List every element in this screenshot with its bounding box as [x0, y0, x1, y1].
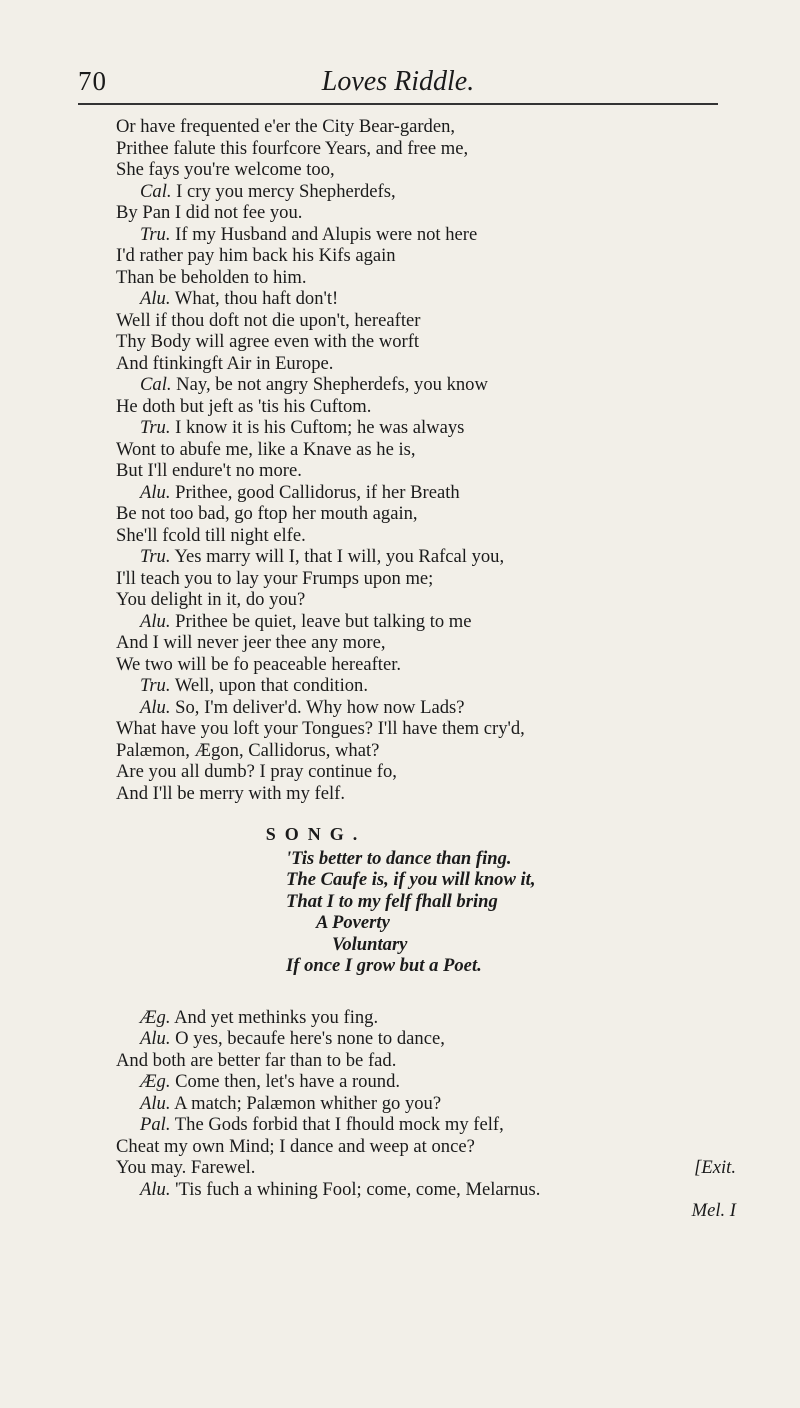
speaker-name: Tru.: [140, 546, 171, 567]
text-line: [116, 546, 736, 568]
song-line: That I to my felf fhall bring: [286, 890, 498, 912]
line-text: A match; Palæmon whither go you?: [174, 1092, 442, 1114]
line-text: Well if thou doft not die upon't, hereafter: [116, 309, 421, 331]
text-line: [116, 1007, 736, 1029]
line-text: I'll teach you to lay your Frumps upon me;: [116, 567, 434, 589]
line-text: Are you all dumb? I pray continue fo,: [116, 761, 397, 782]
text-line: [116, 202, 736, 224]
line-text: And both are better far than to be fad.: [116, 1049, 397, 1071]
text-line: [116, 138, 736, 160]
text-line: [116, 267, 736, 289]
line-text: The Gods forbid that I fhould mock my felf,: [174, 1114, 504, 1135]
text-line: [116, 697, 736, 719]
speaker-name: Tru.: [140, 223, 171, 245]
song-line: Voluntary: [332, 933, 408, 955]
text-line: [116, 761, 736, 783]
text-line: [116, 783, 736, 805]
song-line: The Caufe is, if you will know it,: [286, 869, 536, 890]
speaker-name: Tru.: [140, 417, 171, 438]
text-line: [116, 1093, 736, 1115]
line-text: What have you loft your Tongues? I'll have them cry'd,: [116, 718, 525, 739]
line-text: By Pan I did not fee you.: [116, 202, 303, 223]
line-text: We two will be fo peaceable hereafter.: [116, 653, 402, 675]
song-line: A Poverty: [316, 912, 390, 933]
line-text: 'Tis fuch a whining Fool; come, come, Melarnus.: [175, 1178, 541, 1200]
speaker-name: Æg.: [140, 1006, 171, 1028]
line-text: Thy Body will agree even with the worft: [116, 331, 420, 352]
line-text: Wont to abufe me, like a Knave as he is,: [116, 438, 416, 460]
line-text: Prithee, good Callidorus, if her Breath: [175, 481, 460, 503]
dialogue-block: [116, 116, 736, 804]
play-text: [116, 116, 736, 1222]
line-text: And yet methinks you fing.: [174, 1006, 379, 1028]
line-text: You may. Farewel.: [116, 1157, 256, 1178]
text-line: [116, 740, 736, 762]
text-line: [116, 654, 736, 676]
line-text: Cheat my own Mind; I dance and weep at once?: [116, 1135, 475, 1157]
song-line: If once I grow but a Poet.: [286, 955, 482, 976]
text-line: [116, 1071, 736, 1093]
line-text: What, thou haft don't!: [174, 288, 339, 309]
text-line: [116, 1028, 736, 1050]
text-line: [116, 611, 736, 633]
line-text: Be not too bad, go ftop her mouth again,: [116, 503, 418, 524]
text-line: [116, 310, 736, 332]
text-line: [116, 1179, 736, 1201]
speaker-name: Tru.: [140, 675, 171, 696]
song-line: 'Tis better to dance than fing.: [286, 847, 512, 869]
line-text: I cry you mercy Shepherdefs,: [176, 180, 396, 202]
text-line: [116, 460, 736, 482]
text-line: [116, 331, 736, 353]
catchword: Mel. I: [691, 1200, 736, 1221]
line-text: But I'll endure't no more.: [116, 460, 302, 481]
text-line: [116, 439, 736, 461]
text-line: [116, 675, 736, 697]
line-text: She fays you're welcome too,: [116, 159, 335, 180]
text-line: [116, 482, 736, 504]
text-line: [116, 224, 736, 246]
page-number: 70: [78, 66, 107, 96]
speaker-name: Alu.: [140, 481, 171, 503]
page-header: [78, 62, 718, 106]
running-title: Loves Riddle.: [321, 66, 475, 97]
text-line: [116, 288, 736, 310]
text-line: [116, 1114, 736, 1136]
text-line: [116, 589, 736, 611]
speaker-name: Alu.: [140, 1092, 171, 1114]
speaker-name: Alu.: [140, 696, 171, 718]
text-line: [116, 632, 736, 654]
line-text: Nay, be not angry Shepherdefs, you know: [176, 374, 488, 395]
text-line: [116, 525, 736, 547]
header-rule: [78, 103, 718, 105]
line-text: She'll fcold till night elfe.: [116, 524, 306, 546]
line-text: Than be beholden to him.: [116, 266, 307, 288]
line-text: Prithee be quiet, leave but talking to me: [175, 610, 472, 632]
speaker-name: Alu.: [140, 1028, 171, 1049]
text-line: [116, 718, 736, 740]
speaker-name: Pal.: [140, 1114, 171, 1135]
text-line: [116, 1157, 736, 1179]
text-line: [116, 417, 736, 439]
line-text: And ftinkingft Air in Europe.: [116, 352, 334, 374]
text-line: [116, 503, 736, 525]
text-line: [116, 1050, 736, 1072]
line-text: Well, upon that condition.: [174, 675, 369, 696]
line-text: And I will never jeer thee any more,: [116, 632, 386, 653]
stage-direction: [Exit.: [694, 1157, 736, 1178]
line-text: Or have frequented e'er the City Bear-garden,: [116, 116, 456, 137]
line-text: Come then, let's have a round.: [175, 1071, 401, 1092]
line-text: He doth but jeft as 'tis his Cuftom.: [116, 395, 372, 417]
speaker-name: Cal.: [140, 180, 172, 202]
text-line: [116, 568, 736, 590]
text-line: [116, 374, 736, 396]
text-line: [116, 159, 736, 181]
speaker-name: Alu.: [140, 610, 171, 632]
line-text: So, I'm deliver'd. Why how now Lads?: [175, 696, 465, 718]
speaker-name: Alu.: [140, 1178, 171, 1200]
song-heading: SONG.: [265, 824, 367, 844]
line-text: I know it is his Cuftom; he was always: [175, 417, 465, 438]
text-line: [116, 116, 736, 138]
song-block: [116, 848, 736, 977]
text-line: [116, 245, 736, 267]
text-line: [116, 396, 736, 418]
speaker-name: Alu.: [140, 288, 171, 309]
dialogue-block-after-song: [116, 1007, 736, 1201]
line-text: Prithee falute this fourfcore Years, and free me,: [116, 137, 469, 159]
line-text: If my Husband and Alupis were not here: [175, 223, 478, 245]
text-line: [116, 181, 736, 203]
line-text: I'd rather pay him back his Kifs again: [116, 245, 396, 266]
text-line: [116, 1136, 736, 1158]
line-text: You delight in it, do you?: [116, 589, 306, 610]
line-text: Yes marry will I, that I will, you Rafcal you,: [174, 546, 505, 567]
line-text: O yes, becaufe here's none to dance,: [175, 1028, 445, 1049]
text-line: [116, 353, 736, 375]
line-text: And I'll be merry with my felf.: [116, 782, 345, 804]
catchword-line: [116, 1200, 736, 1222]
speaker-name: Cal.: [140, 374, 172, 395]
line-text: Palæmon, Ægon, Callidorus, what?: [116, 739, 380, 761]
speaker-name: Æg.: [140, 1071, 171, 1092]
